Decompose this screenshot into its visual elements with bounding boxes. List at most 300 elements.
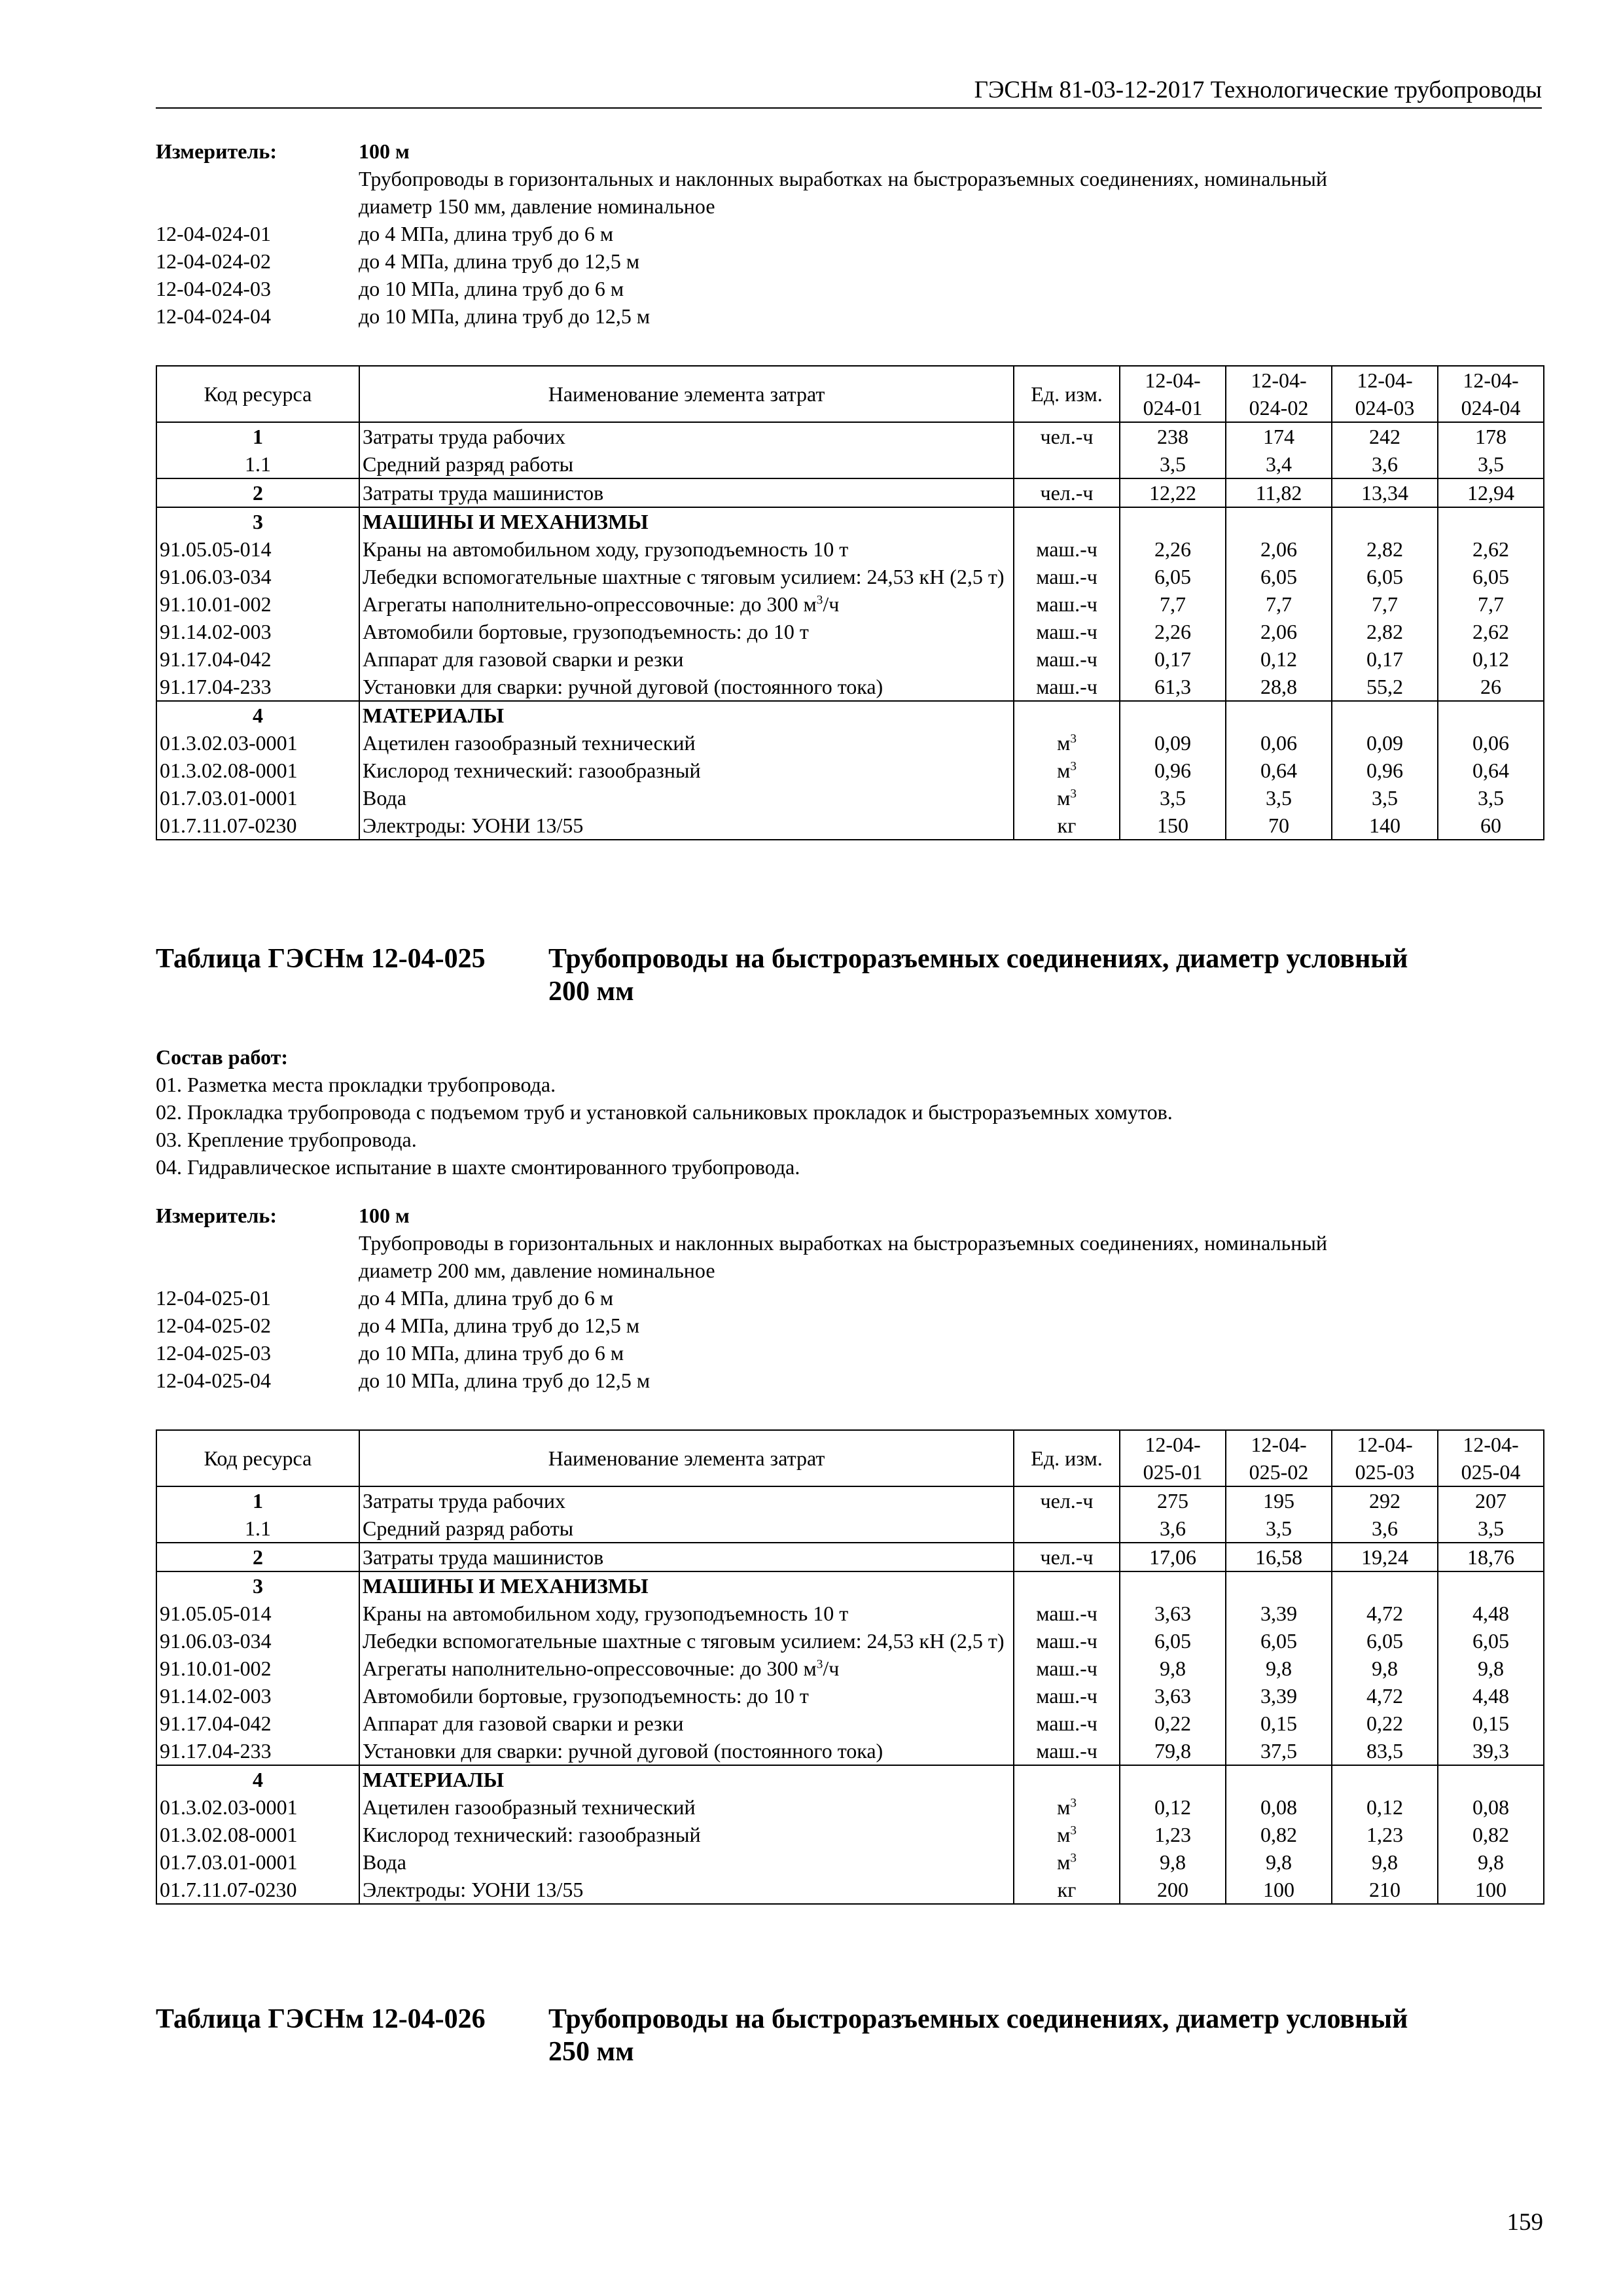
header-norm-column (1120, 366, 1226, 422)
resource-unit: чел.-ч (1014, 1486, 1120, 1515)
works-item: 04. Гидравлическое испытание в шахте смонтированного трубопровода. (156, 1155, 800, 1179)
table-label: Таблица ГЭСНм 12-04-026 (156, 2004, 486, 2034)
norm-text: до 10 МПа, длина труб до 12,5 м (359, 1369, 651, 1392)
resource-value: 19,24 (1332, 1543, 1438, 1571)
resource-name: Краны на автомобильном ходу, грузоподъемность 10 т (359, 535, 1014, 563)
norm-code: 12-04-024-01 (156, 222, 271, 245)
norm-text: до 4 МПа, длина труб до 6 м (359, 222, 614, 245)
resource-code: 1.1 (156, 450, 359, 478)
resource-value: 1,23 (1332, 1821, 1438, 1848)
resource-value: 200 (1120, 1876, 1226, 1904)
table-row (156, 1765, 1544, 1793)
resource-value: 3,5 (1332, 784, 1438, 812)
resource-code: 91.14.02-003 (156, 618, 359, 645)
table-title-025 (156, 942, 1550, 1008)
resource-code: 01.7.03.01-0001 (156, 1848, 359, 1876)
table-row (156, 1710, 1544, 1737)
table-row (156, 1737, 1544, 1765)
resource-code: 91.10.01-002 (156, 1655, 359, 1682)
norm-text: до 10 МПа, длина труб до 12,5 м (359, 304, 651, 328)
resource-value: 9,8 (1120, 1655, 1226, 1682)
resource-value: 11,82 (1226, 478, 1332, 507)
resource-value: 3,5 (1226, 784, 1332, 812)
header-norm-line: 025-02 (1249, 1460, 1309, 1484)
table-row (156, 1627, 1544, 1655)
resource-value (1226, 1765, 1332, 1793)
resource-value: 55,2 (1332, 673, 1438, 701)
resource-code: 91.17.04-233 (156, 673, 359, 701)
resource-unit: $м^3$ (1014, 1821, 1120, 1848)
resource-code: 1.1 (156, 1515, 359, 1543)
resource-value: 3,63 (1120, 1682, 1226, 1710)
table-row (156, 1793, 1544, 1821)
resource-value: 210 (1332, 1876, 1438, 1904)
resource-value: 6,05 (1332, 1627, 1438, 1655)
resource-code: 3 (156, 1571, 359, 1600)
resource-unit (1014, 1571, 1120, 1600)
resource-value: 6,05 (1120, 563, 1226, 590)
resource-value: 6,05 (1120, 1627, 1226, 1655)
resource-unit: маш.-ч (1014, 590, 1120, 618)
resource-name: Кислород технический: газообразный (359, 1821, 1014, 1848)
resource-value: 3,6 (1332, 450, 1438, 478)
resource-value: 6,05 (1226, 1627, 1332, 1655)
resource-value: 26 (1438, 673, 1544, 701)
table-title-026 (156, 2003, 1550, 2068)
resource-value: 6,05 (1226, 563, 1332, 590)
resource-code: 91.17.04-042 (156, 1710, 359, 1737)
resource-value: 16,58 (1226, 1543, 1332, 1571)
norm-text: до 4 МПа, длина труб до 12,5 м (359, 1314, 640, 1337)
resource-table-025 (156, 1429, 1544, 1905)
resource-value (1226, 1571, 1332, 1600)
meter-value: 100 м (359, 1204, 410, 1227)
header-norm-line: 025-04 (1461, 1460, 1521, 1484)
header-name: Наименование элемента затрат (359, 366, 1014, 422)
works-item: 03. Крепление трубопровода. (156, 1128, 417, 1151)
resource-value: 18,76 (1438, 1543, 1544, 1571)
resource-value: 61,3 (1120, 673, 1226, 701)
resource-value: 2,26 (1120, 535, 1226, 563)
resource-value (1332, 507, 1438, 535)
table-row (156, 618, 1544, 645)
resource-code: 1 (156, 422, 359, 450)
resource-value (1438, 701, 1544, 729)
header-norm-column (1226, 366, 1332, 422)
resource-name: МАШИНЫ И МЕХАНИЗМЫ (359, 1571, 1014, 1600)
resource-unit: $м^3$ (1014, 1848, 1120, 1876)
norm-code: 12-04-025-01 (156, 1286, 271, 1310)
norm-code: 12-04-024-03 (156, 277, 271, 300)
resource-name: Средний разряд работы (359, 450, 1014, 478)
resource-table-024 (156, 365, 1544, 840)
resource-value: 28,8 (1226, 673, 1332, 701)
resource-name: Аппарат для газовой сварки и резки (359, 645, 1014, 673)
norm-code: 12-04-025-04 (156, 1369, 271, 1392)
resource-name: Автомобили бортовые, грузоподъемность: до 10 т (359, 1682, 1014, 1710)
table-name: Трубопроводы на быстроразъемных соединениях, диаметр условный (548, 2004, 1408, 2034)
resource-value: 0,12 (1226, 645, 1332, 673)
resource-value: 9,8 (1226, 1848, 1332, 1876)
resource-unit: маш.-ч (1014, 1710, 1120, 1737)
resource-value: 0,09 (1332, 729, 1438, 757)
resource-value: 0,08 (1438, 1793, 1544, 1821)
resource-code: 2 (156, 478, 359, 507)
resource-value: 2,82 (1332, 535, 1438, 563)
resource-value: 0,08 (1226, 1793, 1332, 1821)
resource-name: Агрегаты наполнительно-опрессовочные: до 300 $м^3/ч$ (359, 590, 1014, 618)
resource-unit: маш.-ч (1014, 1600, 1120, 1627)
resource-value (1332, 1571, 1438, 1600)
header-norm-line: 025-03 (1355, 1460, 1415, 1484)
resource-value: 6,05 (1332, 563, 1438, 590)
resource-value: 207 (1438, 1486, 1544, 1515)
resource-code: 4 (156, 701, 359, 729)
resource-value (1438, 507, 1544, 535)
resource-name: Лебедки вспомогательные шахтные с тяговым усилием: 24,53 кН (2,5 т) (359, 563, 1014, 590)
resource-unit: маш.-ч (1014, 645, 1120, 673)
resource-value (1120, 507, 1226, 535)
meter-description: диаметр 150 мм, давление номинальное (359, 194, 715, 218)
meter-value: 100 м (359, 139, 410, 163)
resource-unit (1014, 1765, 1120, 1793)
resource-code: 01.3.02.03-0001 (156, 729, 359, 757)
resource-unit (1014, 507, 1120, 535)
resource-value: 3,5 (1120, 784, 1226, 812)
resource-name: Вода (359, 1848, 1014, 1876)
resource-name: Автомобили бортовые, грузоподъемность: до 10 т (359, 618, 1014, 645)
resource-value: 12,94 (1438, 478, 1544, 507)
resource-name: Затраты труда машинистов (359, 478, 1014, 507)
resource-value: 3,6 (1332, 1515, 1438, 1543)
table-name: 200 мм (548, 977, 634, 1007)
resource-value: 0,82 (1438, 1821, 1544, 1848)
resource-value: 150 (1120, 812, 1226, 840)
resource-value (1332, 1765, 1438, 1793)
table-name: Трубопроводы на быстроразъемных соединениях, диаметр условный (548, 944, 1408, 974)
resource-code: 91.05.05-014 (156, 1600, 359, 1627)
resource-code: 01.7.11.07-0230 (156, 1876, 359, 1904)
resource-value: 7,7 (1438, 590, 1544, 618)
resource-name: Агрегаты наполнительно-опрессовочные: до 300 $м^3/ч$ (359, 1655, 1014, 1682)
header-norm-line: 024-04 (1461, 396, 1521, 420)
resource-unit: кг (1014, 1876, 1120, 1904)
resource-unit: маш.-ч (1014, 1682, 1120, 1710)
resource-value: 7,7 (1120, 590, 1226, 618)
resource-value: 238 (1120, 422, 1226, 450)
resource-unit: маш.-ч (1014, 535, 1120, 563)
resource-value: 60 (1438, 812, 1544, 840)
table-row (156, 507, 1544, 535)
resource-value: 275 (1120, 1486, 1226, 1515)
resource-value: 100 (1226, 1876, 1332, 1904)
table-row (156, 1543, 1544, 1571)
table-row (156, 478, 1544, 507)
resource-value (1438, 1571, 1544, 1600)
resource-unit: кг (1014, 812, 1120, 840)
resource-value: 37,5 (1226, 1737, 1332, 1765)
resource-value: 70 (1226, 812, 1332, 840)
resource-value: 3,6 (1120, 1515, 1226, 1543)
resource-name: Средний разряд работы (359, 1515, 1014, 1543)
table-row (156, 1821, 1544, 1848)
header-norm-column (1332, 1430, 1438, 1486)
table-row (156, 590, 1544, 618)
header-norm-column (1226, 1430, 1332, 1486)
resource-code: 3 (156, 507, 359, 535)
table-row (156, 1682, 1544, 1710)
header-norm-line: 12-04- (1145, 368, 1201, 392)
table-name: 250 мм (548, 2037, 634, 2067)
resource-value: 1,23 (1120, 1821, 1226, 1848)
resource-value: 0,15 (1226, 1710, 1332, 1737)
resource-value: 0,09 (1120, 729, 1226, 757)
norm-text: до 10 МПа, длина труб до 6 м (359, 277, 624, 300)
table-row (156, 1571, 1544, 1600)
header-norm-column (1120, 1430, 1226, 1486)
meter-label: Измеритель: (156, 139, 277, 163)
resource-name: Затраты труда рабочих (359, 1486, 1014, 1515)
norm-text: до 4 МПа, длина труб до 12,5 м (359, 249, 640, 273)
resource-value: 6,05 (1438, 1627, 1544, 1655)
resource-value: 0,22 (1332, 1710, 1438, 1737)
header-norm-line: 024-01 (1143, 396, 1203, 420)
page-number: 159 (1507, 2209, 1543, 2236)
resource-value: 2,82 (1332, 618, 1438, 645)
resource-value: 195 (1226, 1486, 1332, 1515)
resource-value: 100 (1438, 1876, 1544, 1904)
resource-value: 0,96 (1332, 757, 1438, 784)
resource-name: Вода (359, 784, 1014, 812)
table-row (156, 1486, 1544, 1515)
resource-name: Краны на автомобильном ходу, грузоподъемность 10 т (359, 1600, 1014, 1627)
resource-name: Ацетилен газообразный технический (359, 1793, 1014, 1821)
resource-name: Затраты труда рабочих (359, 422, 1014, 450)
resource-value: 0,96 (1120, 757, 1226, 784)
resource-code: 01.3.02.08-0001 (156, 757, 359, 784)
header-code: Код ресурса (156, 366, 359, 422)
meter-description: Трубопроводы в горизонтальных и наклонных выработках на быстроразъемных соединениях, номинальный (359, 167, 1327, 190)
header-norm-line: 024-02 (1249, 396, 1309, 420)
resource-unit (1014, 1515, 1120, 1543)
resource-value: 0,12 (1120, 1793, 1226, 1821)
resource-value: 3,5 (1438, 784, 1544, 812)
resource-name: Кислород технический: газообразный (359, 757, 1014, 784)
resource-name: Электроды: УОНИ 13/55 (359, 812, 1014, 840)
resource-value: 3,5 (1438, 450, 1544, 478)
resource-value: 9,8 (1438, 1848, 1544, 1876)
resource-code: 01.7.11.07-0230 (156, 812, 359, 840)
resource-value: 0,15 (1438, 1710, 1544, 1737)
resource-value: 7,7 (1332, 590, 1438, 618)
table-row (156, 757, 1544, 784)
resource-value: 9,8 (1438, 1655, 1544, 1682)
resource-value: 0,64 (1438, 757, 1544, 784)
resource-value: 0,22 (1120, 1710, 1226, 1737)
meter-block-025 (156, 1202, 1543, 1394)
header-norm-line: 12-04- (1357, 368, 1413, 392)
header-norm-line: 12-04- (1251, 368, 1307, 392)
header-name: Наименование элемента затрат (359, 1430, 1014, 1486)
header-norm-line: 12-04- (1463, 1433, 1519, 1456)
resource-value (1438, 1765, 1544, 1793)
resource-code: 91.05.05-014 (156, 535, 359, 563)
resource-value: 9,8 (1332, 1848, 1438, 1876)
norm-text: до 4 МПа, длина труб до 6 м (359, 1286, 614, 1310)
resource-name: МАТЕРИАЛЫ (359, 701, 1014, 729)
resource-code: 91.10.01-002 (156, 590, 359, 618)
resource-unit: маш.-ч (1014, 1627, 1120, 1655)
resource-value: 3,5 (1438, 1515, 1544, 1543)
resource-value: 9,8 (1332, 1655, 1438, 1682)
header-unit: Ед. изм. (1014, 1430, 1120, 1486)
meter-description: диаметр 200 мм, давление номинальное (359, 1259, 715, 1282)
resource-value: 0,06 (1438, 729, 1544, 757)
resource-value: 4,48 (1438, 1682, 1544, 1710)
resource-value: 2,62 (1438, 535, 1544, 563)
resource-unit: чел.-ч (1014, 422, 1120, 450)
resource-name: Электроды: УОНИ 13/55 (359, 1876, 1014, 1904)
resource-name: Установки для сварки: ручной дуговой (постоянного тока) (359, 673, 1014, 701)
resource-value: 13,34 (1332, 478, 1438, 507)
works-item: 02. Прокладка трубопровода с подъемом труб и установкой сальниковых прокладок и быстроразъемных хомутов. (156, 1100, 1173, 1124)
resource-value (1120, 701, 1226, 729)
resource-unit: $м^3$ (1014, 1793, 1120, 1821)
resource-code: 91.06.03-034 (156, 1627, 359, 1655)
resource-code: 01.3.02.03-0001 (156, 1793, 359, 1821)
resource-code: 4 (156, 1765, 359, 1793)
resource-value: 0,06 (1226, 729, 1332, 757)
resource-code: 91.14.02-003 (156, 1682, 359, 1710)
header-unit: Ед. изм. (1014, 366, 1120, 422)
resource-value: 12,22 (1120, 478, 1226, 507)
resource-value: 83,5 (1332, 1737, 1438, 1765)
header-code: Код ресурса (156, 1430, 359, 1486)
resource-code: 91.06.03-034 (156, 563, 359, 590)
resource-value (1332, 701, 1438, 729)
resource-value: 3,5 (1226, 1515, 1332, 1543)
resource-value: 7,7 (1226, 590, 1332, 618)
works-composition (156, 1043, 1543, 1181)
table-row (156, 1515, 1544, 1543)
header-norm-line: 024-03 (1355, 396, 1415, 420)
resource-value: 4,72 (1332, 1682, 1438, 1710)
resource-value (1226, 701, 1332, 729)
resource-value: 4,72 (1332, 1600, 1438, 1627)
table-row (156, 645, 1544, 673)
resource-unit: маш.-ч (1014, 673, 1120, 701)
resource-value: 174 (1226, 422, 1332, 450)
header-norm-line: 025-01 (1143, 1460, 1203, 1484)
resource-value: 9,8 (1120, 1848, 1226, 1876)
resource-code: 91.17.04-042 (156, 645, 359, 673)
resource-code: 01.3.02.08-0001 (156, 1821, 359, 1848)
table-row (156, 450, 1544, 478)
resource-value: 3,63 (1120, 1600, 1226, 1627)
resource-value: 292 (1332, 1486, 1438, 1515)
table-row (156, 422, 1544, 450)
resource-code: 91.17.04-233 (156, 1737, 359, 1765)
resource-unit: $м^3$ (1014, 784, 1120, 812)
running-header: ГЭСНм 81-03-12-2017 Технологические трубопроводы (156, 73, 1542, 109)
works-title: Состав работ: (156, 1045, 289, 1069)
works-item: 01. Разметка места прокладки трубопровода. (156, 1073, 556, 1096)
resource-unit: маш.-ч (1014, 618, 1120, 645)
resource-value: 9,8 (1226, 1655, 1332, 1682)
resource-unit: маш.-ч (1014, 563, 1120, 590)
resource-value: 178 (1438, 422, 1544, 450)
resource-name: МАШИНЫ И МЕХАНИЗМЫ (359, 507, 1014, 535)
resource-name: Лебедки вспомогательные шахтные с тяговым усилием: 24,53 кН (2,5 т) (359, 1627, 1014, 1655)
resource-value: 3,5 (1120, 450, 1226, 478)
resource-value: 0,82 (1226, 1821, 1332, 1848)
resource-value: 0,17 (1332, 645, 1438, 673)
resource-name: Установки для сварки: ручной дуговой (постоянного тока) (359, 1737, 1014, 1765)
resource-unit: чел.-ч (1014, 478, 1120, 507)
norm-code: 12-04-025-02 (156, 1314, 271, 1337)
table-row (156, 1848, 1544, 1876)
resource-value (1120, 1765, 1226, 1793)
table-row (156, 784, 1544, 812)
table-row (156, 535, 1544, 563)
resource-value: 0,12 (1332, 1793, 1438, 1821)
table-row (156, 729, 1544, 757)
norm-code: 12-04-025-03 (156, 1341, 271, 1365)
resource-value: 3,4 (1226, 450, 1332, 478)
table-row (156, 673, 1544, 701)
resource-value: 140 (1332, 812, 1438, 840)
resource-unit: чел.-ч (1014, 1543, 1120, 1571)
resource-unit: маш.-ч (1014, 1737, 1120, 1765)
resource-code: 01.7.03.01-0001 (156, 784, 359, 812)
resource-value: 17,06 (1120, 1543, 1226, 1571)
table-row (156, 701, 1544, 729)
resource-name: Аппарат для газовой сварки и резки (359, 1710, 1014, 1737)
resource-unit (1014, 701, 1120, 729)
resource-unit: маш.-ч (1014, 1655, 1120, 1682)
meter-block-024 (156, 137, 1543, 330)
resource-value (1226, 507, 1332, 535)
resource-code: 1 (156, 1486, 359, 1515)
resource-value: 6,05 (1438, 563, 1544, 590)
header-norm-line: 12-04- (1357, 1433, 1413, 1456)
resource-unit: $м^3$ (1014, 729, 1120, 757)
resource-value: 79,8 (1120, 1737, 1226, 1765)
table-label: Таблица ГЭСНм 12-04-025 (156, 944, 486, 974)
header-norm-column (1332, 366, 1438, 422)
resource-value: 2,06 (1226, 535, 1332, 563)
resource-value: 3,39 (1226, 1600, 1332, 1627)
table-row (156, 812, 1544, 840)
resource-value: 0,17 (1120, 645, 1226, 673)
norm-code: 12-04-024-04 (156, 304, 271, 328)
norm-code: 12-04-024-02 (156, 249, 271, 273)
resource-value: 39,3 (1438, 1737, 1544, 1765)
meter-description: Трубопроводы в горизонтальных и наклонных выработках на быстроразъемных соединениях, номинальный (359, 1231, 1327, 1255)
header-norm-column (1438, 1430, 1544, 1486)
resource-code: 2 (156, 1543, 359, 1571)
resource-name: Затраты труда машинистов (359, 1543, 1014, 1571)
table-row (156, 563, 1544, 590)
resource-value: 2,62 (1438, 618, 1544, 645)
resource-value: 0,12 (1438, 645, 1544, 673)
table-row (156, 1876, 1544, 1904)
resource-value (1120, 1571, 1226, 1600)
resource-value: 242 (1332, 422, 1438, 450)
norm-text: до 10 МПа, длина труб до 6 м (359, 1341, 624, 1365)
resource-unit: $м^3$ (1014, 757, 1120, 784)
header-norm-line: 12-04- (1145, 1433, 1201, 1456)
